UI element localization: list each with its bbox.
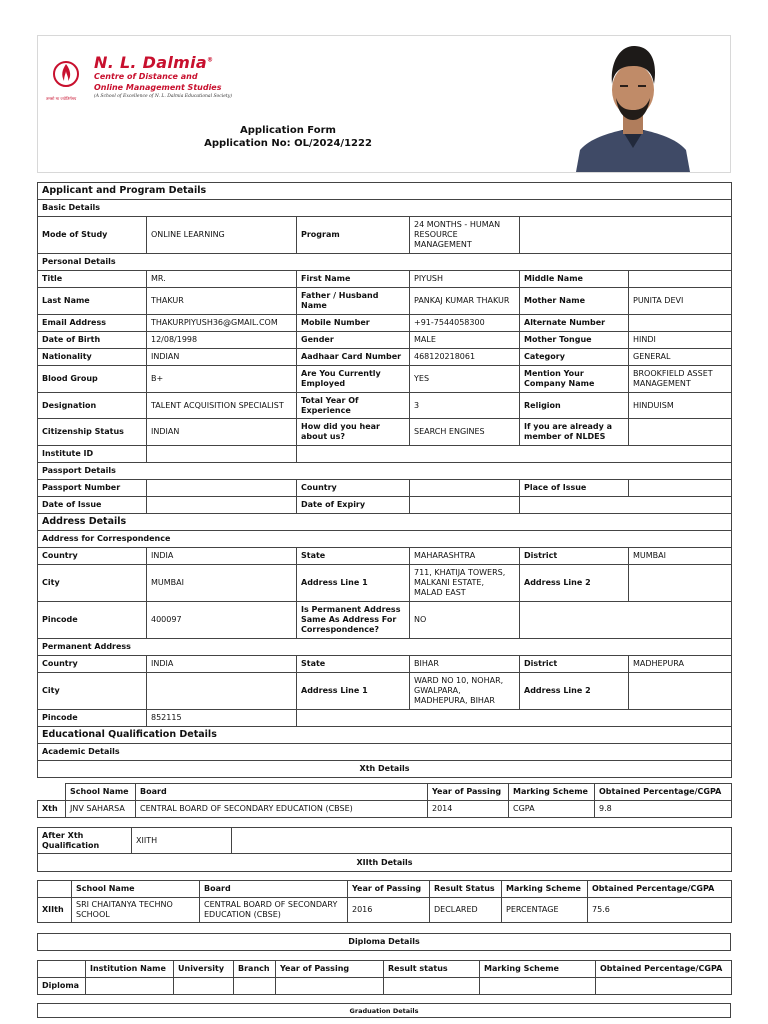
aadhaar-value: 468120218061 bbox=[410, 349, 520, 366]
employed-value: YES bbox=[410, 366, 520, 393]
diploma-scheme-value bbox=[480, 978, 596, 995]
column-header: Board bbox=[136, 784, 428, 801]
logo-line-2: Online Management Studies bbox=[94, 83, 222, 92]
empty-cell bbox=[232, 828, 732, 854]
father-name-value: PANKAJ KUMAR THAKUR bbox=[410, 288, 520, 315]
form-header bbox=[37, 35, 731, 173]
column-header: Year of Passing bbox=[276, 961, 384, 978]
field-label: District bbox=[520, 548, 629, 565]
empty-cell bbox=[297, 710, 732, 727]
xth-school-value: JNV SAHARSA bbox=[66, 801, 136, 818]
xth-table bbox=[37, 783, 732, 818]
field-label: Email Address bbox=[38, 315, 147, 332]
column-header: Marking Scheme bbox=[502, 881, 588, 898]
perm-line2-value bbox=[629, 673, 732, 710]
perm-line1-value: WARD NO 10, NOHAR, GWALPARA, MADHEPURA, BIHAR bbox=[410, 673, 520, 710]
field-label: Address Line 1 bbox=[297, 565, 410, 602]
field-label: Pincode bbox=[38, 602, 147, 639]
xiith-year-value: 2016 bbox=[348, 898, 430, 923]
passport-number-value bbox=[147, 480, 297, 497]
hear-about-value: SEARCH ENGINES bbox=[410, 419, 520, 446]
field-label: Mode of Study bbox=[38, 217, 147, 254]
xiith-table bbox=[37, 880, 732, 923]
mobile-value: +91-7544058300 bbox=[410, 315, 520, 332]
mode-of-study-value: ONLINE LEARNING bbox=[147, 217, 297, 254]
field-label: Address Line 2 bbox=[520, 565, 629, 602]
field-label: City bbox=[38, 673, 147, 710]
field-label: Passport Number bbox=[38, 480, 147, 497]
empty-cell bbox=[38, 961, 86, 978]
column-header: Institution Name bbox=[86, 961, 174, 978]
logo-name: N. L. Dalmia® bbox=[94, 53, 214, 72]
field-label: After Xth Qualification bbox=[38, 828, 132, 854]
field-label: Blood Group bbox=[38, 366, 147, 393]
field-label: Address Line 2 bbox=[520, 673, 629, 710]
empty-cell bbox=[38, 881, 72, 898]
subsection-title: Passport Details bbox=[38, 463, 732, 480]
designation-value: TALENT ACQUISITION SPECIALIST bbox=[147, 393, 297, 419]
column-header: University bbox=[174, 961, 234, 978]
column-header: Marking Scheme bbox=[509, 784, 595, 801]
diploma-university-value bbox=[174, 978, 234, 995]
graduation-details-title: Graduation Details bbox=[38, 1004, 731, 1018]
member-value bbox=[629, 419, 732, 446]
applicant-details-table bbox=[37, 182, 732, 778]
section-title: Address Details bbox=[38, 514, 732, 531]
column-header: School Name bbox=[66, 784, 136, 801]
corr-district-value: MUMBAI bbox=[629, 548, 732, 565]
same-address-value: NO bbox=[410, 602, 520, 639]
field-label: Are You Currently Employed bbox=[297, 366, 410, 393]
diploma-year-value bbox=[276, 978, 384, 995]
field-label: State bbox=[297, 548, 410, 565]
diploma-table bbox=[37, 960, 732, 995]
first-name-value: PIYUSH bbox=[410, 271, 520, 288]
xth-scheme-value: CGPA bbox=[509, 801, 595, 818]
perm-district-value: MADHEPURA bbox=[629, 656, 732, 673]
column-header: School Name bbox=[72, 881, 200, 898]
xiith-status-value: DECLARED bbox=[430, 898, 502, 923]
field-label: Mobile Number bbox=[297, 315, 410, 332]
field-label: How did you hear about us? bbox=[297, 419, 410, 446]
row-label: XIIth bbox=[38, 898, 72, 923]
experience-value: 3 bbox=[410, 393, 520, 419]
field-label: Place of Issue bbox=[520, 480, 629, 497]
subsection-title: Personal Details bbox=[38, 254, 732, 271]
field-label: Middle Name bbox=[520, 271, 629, 288]
column-header: Obtained Percentage/CGPA bbox=[595, 784, 732, 801]
field-label: Address Line 1 bbox=[297, 673, 410, 710]
field-label: Program bbox=[297, 217, 410, 254]
category-value: GENERAL bbox=[629, 349, 732, 366]
field-label: Country bbox=[38, 656, 147, 673]
corr-country-value: INDIA bbox=[147, 548, 297, 565]
diploma-title-table bbox=[37, 933, 731, 951]
row-label: Xth bbox=[38, 801, 66, 818]
empty-cell bbox=[520, 602, 732, 639]
program-value: 24 MONTHS - HUMAN RESOURCE MANAGEMENT bbox=[410, 217, 520, 254]
xth-year-value: 2014 bbox=[428, 801, 509, 818]
field-label: If you are already a member of NLDES bbox=[520, 419, 629, 446]
field-label: Religion bbox=[520, 393, 629, 419]
field-label: Mother Name bbox=[520, 288, 629, 315]
passport-country-value bbox=[410, 480, 520, 497]
after-xth-value: XIITH bbox=[132, 828, 232, 854]
column-header: Obtained Percentage/CGPA bbox=[588, 881, 732, 898]
form-title: Application Form bbox=[240, 125, 336, 136]
corr-line1-value: 711, KHATIJA TOWERS, MALKANI ESTATE, MALAD EAST bbox=[410, 565, 520, 602]
xiith-scheme-value: PERCENTAGE bbox=[502, 898, 588, 923]
subsection-title: Basic Details bbox=[38, 200, 732, 217]
after-xth-table bbox=[37, 827, 732, 872]
company-value: BROOKFIELD ASSET MANAGEMENT bbox=[629, 366, 732, 393]
applicant-photo bbox=[576, 38, 690, 172]
middle-name-value bbox=[629, 271, 732, 288]
field-label: Father / Husband Name bbox=[297, 288, 410, 315]
corr-pincode-value: 400097 bbox=[147, 602, 297, 639]
diploma-status-value bbox=[384, 978, 480, 995]
column-header: Year of Passing bbox=[348, 881, 430, 898]
xiith-details-title: XIIth Details bbox=[38, 854, 732, 872]
flame-logo-icon bbox=[52, 59, 80, 93]
xth-board-value: CENTRAL BOARD OF SECONDARY EDUCATION (CBSE) bbox=[136, 801, 428, 818]
field-label: Date of Expiry bbox=[297, 497, 410, 514]
empty-cell bbox=[38, 784, 66, 801]
field-label: Date of Issue bbox=[38, 497, 147, 514]
field-label: Institute ID bbox=[38, 446, 147, 463]
institute-id-value bbox=[147, 446, 297, 463]
diploma-branch-value bbox=[234, 978, 276, 995]
field-label: Country bbox=[38, 548, 147, 565]
field-label: State bbox=[297, 656, 410, 673]
field-label: Pincode bbox=[38, 710, 147, 727]
xiith-board-value: CENTRAL BOARD OF SECONDARY EDUCATION (CBSE) bbox=[200, 898, 348, 923]
field-label: Total Year Of Experience bbox=[297, 393, 410, 419]
perm-pincode-value: 852115 bbox=[147, 710, 297, 727]
title-value: MR. bbox=[147, 271, 297, 288]
subsection-title: Academic Details bbox=[38, 744, 732, 761]
diploma-details-title: Diploma Details bbox=[38, 934, 731, 951]
email-value: THAKURPIYUSH36@GMAIL.COM bbox=[147, 315, 297, 332]
field-label: District bbox=[520, 656, 629, 673]
dob-value: 12/08/1998 bbox=[147, 332, 297, 349]
empty-cell bbox=[297, 446, 732, 463]
field-label: Designation bbox=[38, 393, 147, 419]
field-label: Last Name bbox=[38, 288, 147, 315]
section-title: Applicant and Program Details bbox=[38, 183, 732, 200]
field-label: Date of Birth bbox=[38, 332, 147, 349]
empty-cell bbox=[520, 497, 732, 514]
last-name-value: THAKUR bbox=[147, 288, 297, 315]
field-label: First Name bbox=[297, 271, 410, 288]
logo-tagline: (A School of Excellence of N. L. Dalmia Educational Society) bbox=[94, 94, 232, 99]
field-label: Is Permanent Address Same As Address For Correspondence? bbox=[297, 602, 410, 639]
empty-cell bbox=[520, 217, 732, 254]
field-label: Mother Tongue bbox=[520, 332, 629, 349]
mother-tongue-value: HINDI bbox=[629, 332, 732, 349]
place-of-issue-value bbox=[629, 480, 732, 497]
subsection-title: Permanent Address bbox=[38, 639, 732, 656]
column-header: Branch bbox=[234, 961, 276, 978]
column-header: Board bbox=[200, 881, 348, 898]
diploma-institution-value bbox=[86, 978, 174, 995]
column-header: Result status bbox=[384, 961, 480, 978]
logo-motto: तमसो मा ज्योतिर्गमय bbox=[46, 96, 77, 101]
xiith-school-value: SRI CHAITANYA TECHNO SCHOOL bbox=[72, 898, 200, 923]
field-label: Alternate Number bbox=[520, 315, 629, 332]
column-header: Marking Scheme bbox=[480, 961, 596, 978]
field-label: Category bbox=[520, 349, 629, 366]
column-header: Year of Passing bbox=[428, 784, 509, 801]
nationality-value: INDIAN bbox=[147, 349, 297, 366]
corr-state-value: MAHARASHTRA bbox=[410, 548, 520, 565]
field-label: Title bbox=[38, 271, 147, 288]
field-label: Nationality bbox=[38, 349, 147, 366]
section-title: Educational Qualification Details bbox=[38, 727, 732, 744]
xth-details-title: Xth Details bbox=[38, 761, 732, 778]
perm-state-value: BIHAR bbox=[410, 656, 520, 673]
perm-city-value bbox=[147, 673, 297, 710]
perm-country-value: INDIA bbox=[147, 656, 297, 673]
subsection-title: Address for Correspondence bbox=[38, 531, 732, 548]
column-header: Result Status bbox=[430, 881, 502, 898]
xth-score-value: 9.8 bbox=[595, 801, 732, 818]
row-label: Diploma bbox=[38, 978, 86, 995]
corr-city-value: MUMBAI bbox=[147, 565, 297, 602]
date-of-expiry-value bbox=[410, 497, 520, 514]
application-number: Application No: OL/2024/1222 bbox=[204, 138, 372, 149]
field-label: City bbox=[38, 565, 147, 602]
mother-name-value: PUNITA DEVI bbox=[629, 288, 732, 315]
religion-value: HINDUISM bbox=[629, 393, 732, 419]
citizenship-value: INDIAN bbox=[147, 419, 297, 446]
field-label: Country bbox=[297, 480, 410, 497]
field-label: Gender bbox=[297, 332, 410, 349]
graduation-title-table bbox=[37, 1003, 731, 1018]
logo-line-1: Centre of Distance and bbox=[94, 72, 198, 81]
blood-group-value: B+ bbox=[147, 366, 297, 393]
field-label: Aadhaar Card Number bbox=[297, 349, 410, 366]
gender-value: MALE bbox=[410, 332, 520, 349]
corr-line2-value bbox=[629, 565, 732, 602]
date-of-issue-value bbox=[147, 497, 297, 514]
column-header: Obtained Percentage/CGPA bbox=[596, 961, 732, 978]
alternate-number-value bbox=[629, 315, 732, 332]
field-label: Mention Your Company Name bbox=[520, 366, 629, 393]
xiith-score-value: 75.6 bbox=[588, 898, 732, 923]
diploma-score-value bbox=[596, 978, 732, 995]
field-label: Citizenship Status bbox=[38, 419, 147, 446]
